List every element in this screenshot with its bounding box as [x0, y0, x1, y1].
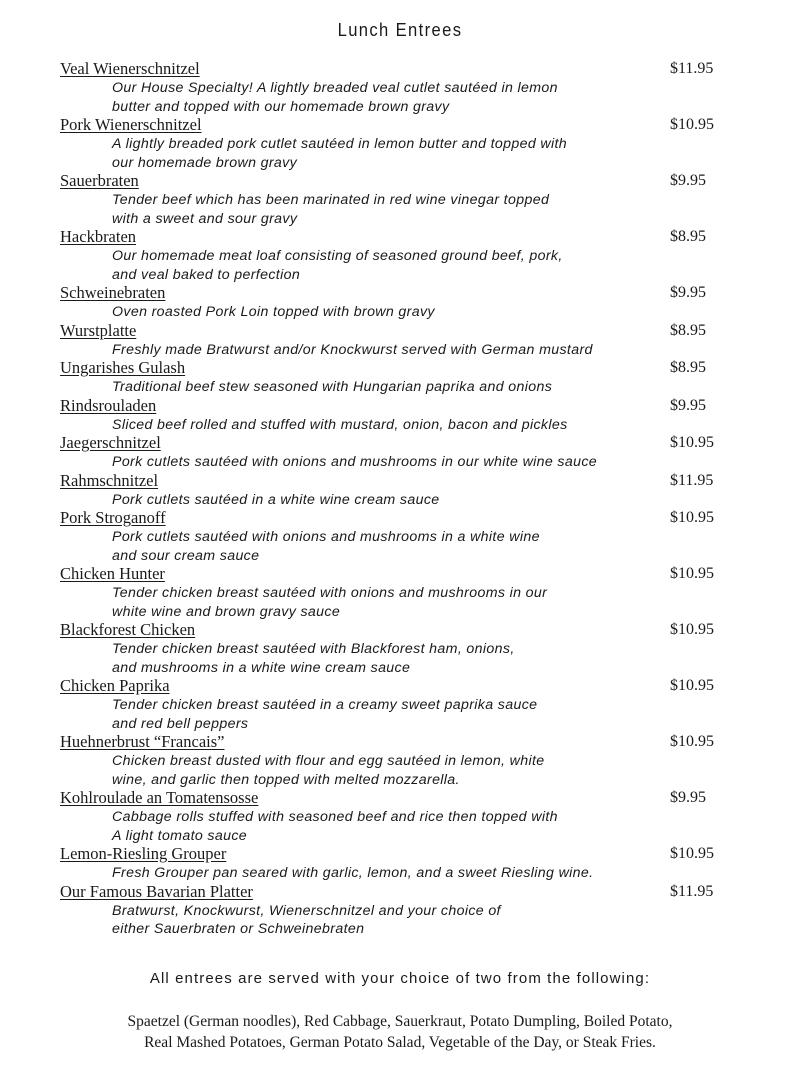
item-price: $8.95	[670, 228, 706, 245]
menu-item	[60, 509, 730, 565]
item-description: Bratwurst, Knockwurst, Wienerschnitzel and your choice of either Sauerbraten or Schweinebraten	[112, 902, 501, 937]
menu-item	[60, 472, 730, 510]
menu-item	[60, 845, 730, 883]
item-name: Schweinebraten	[60, 283, 166, 302]
item-price: $11.95	[670, 882, 714, 900]
item-description: Chicken breast dusted with flour and egg sautéed in lemon, white wine, and garlic then topped with melted mozzarella.	[112, 753, 545, 788]
item-name: Sauerbraten	[60, 171, 139, 190]
menu-item	[60, 228, 730, 284]
item-description: Fresh Grouper pan seared with garlic, lemon, and a sweet Riesling wine.	[112, 865, 594, 881]
item-price: $11.95	[670, 471, 714, 489]
sides-heading: All entrees are served with your choice of two from the following:	[149, 970, 651, 987]
menu-item	[60, 434, 730, 472]
item-price: $10.95	[670, 116, 714, 133]
item-price: $10.95	[670, 434, 714, 451]
item-description: Freshly made Bratwurst and/or Knockwurst served with German mustard	[112, 341, 593, 358]
item-price: $8.95	[670, 359, 706, 376]
item-name: Ungarishes Gulash	[60, 358, 186, 377]
item-price: $10.95	[670, 677, 714, 694]
item-description: Our homemade meat loaf consisting of seasoned ground beef, pork, and veal baked to perfection	[112, 248, 563, 283]
item-description: Sliced beef rolled and stuffed with mustard, onion, bacon and pickles	[112, 416, 568, 433]
menu-item	[60, 172, 730, 228]
item-description: A lightly breaded pork cutlet sautéed in lemon butter and topped with our homemade brown gravy	[112, 136, 568, 171]
item-name: Kohlroulade an Tomatensosse	[60, 788, 259, 807]
item-price: $10.95	[670, 565, 714, 582]
item-description: Pork cutlets sautéed with onions and mushrooms in our white wine sauce	[112, 454, 598, 470]
item-name: Lemon-Riesling Grouper	[60, 844, 227, 863]
item-price: $10.95	[670, 733, 714, 750]
menu-item	[60, 116, 730, 172]
menu-item	[60, 789, 730, 845]
menu-item	[60, 883, 730, 939]
menu-item	[60, 284, 730, 322]
item-description: Pork cutlets sautéed in a white wine cream sauce	[112, 491, 440, 508]
item-description: Tender chicken breast sautéed with Blackforest ham, onions, and mushrooms in a white wine cream sauce	[112, 641, 515, 676]
item-price: $8.95	[670, 321, 706, 339]
item-description: Tender beef which has been marinated in red wine vinegar topped with a sweet and sour gravy	[112, 192, 550, 227]
item-price: $9.95	[670, 396, 706, 414]
item-price: $9.95	[670, 172, 706, 189]
item-description: Tender chicken breast sautéed in a creamy sweet paprika sauce and red bell peppers	[112, 697, 538, 732]
menu-item	[60, 677, 730, 733]
item-name: Our Famous Bavarian Platter	[60, 881, 253, 901]
item-name: Rahmschnitzel	[60, 470, 159, 490]
item-price: $9.95	[670, 789, 706, 806]
item-name: Chicken Hunter	[60, 564, 165, 583]
item-price: $10.95	[670, 509, 714, 526]
item-description: Traditional beef stew seasoned with Hungarian paprika and onions	[112, 379, 553, 395]
sides-list: Spaetzel (German noodles), Red Cabbage, Sauerkraut, Potato Dumpling, Boiled Potato, Real Mashed Potatoes, German Potato Salad, Vegetable of the Day, or Steak Fries.	[127, 1013, 673, 1051]
item-name: Veal Wienerschnitzel	[60, 59, 200, 78]
menu-item	[60, 322, 730, 360]
menu-item	[60, 565, 730, 621]
item-name: Hackbraten	[60, 227, 137, 246]
item-name: Blackforest Chicken	[60, 620, 196, 639]
page-title: Lunch Entrees	[337, 20, 463, 40]
item-name: Rindsrouladen	[60, 395, 157, 415]
menu-item	[60, 621, 730, 677]
item-name: Wurstplatte	[60, 320, 137, 340]
item-description: Cabbage rolls stuffed with seasoned beef and rice then topped with A light tomato sauce	[112, 809, 558, 844]
item-description: Tender chicken breast sautéed with onions and mushrooms in our white wine and brown gravy sauce	[112, 585, 548, 620]
item-description: Oven roasted Pork Loin topped with brown gravy	[112, 304, 435, 320]
menu-item	[60, 359, 730, 397]
item-name: Pork Stroganoff	[60, 508, 166, 527]
item-name: Chicken Paprika	[60, 676, 170, 695]
item-price: $10.95	[670, 621, 714, 638]
menu-item	[60, 733, 730, 789]
item-name: Jaegerschnitzel	[60, 433, 161, 452]
item-description: Pork cutlets sautéed with onions and mushrooms in a white wine and sour cream sauce	[112, 529, 540, 564]
item-description: Our House Specialty! A lightly breaded veal cutlet sautéed in lemon butter and topped with our homemade brown gravy	[112, 80, 558, 115]
item-price: $11.95	[670, 60, 714, 77]
menu-item	[60, 60, 730, 116]
item-name: Huehnerbrust “Francais”	[60, 732, 225, 751]
menu-item	[60, 397, 730, 435]
item-price: $10.95	[670, 845, 714, 862]
entree-list	[60, 60, 730, 939]
item-price: $9.95	[670, 284, 706, 301]
item-name: Pork Wienerschnitzel	[60, 115, 202, 134]
